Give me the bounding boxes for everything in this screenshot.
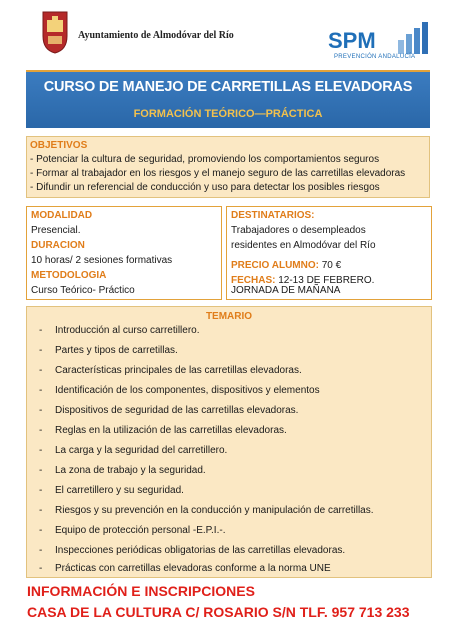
objetivos-box [26,136,430,198]
destinatarios-label: DESTINATARIOS: [231,210,315,221]
objetivo-item: - Potenciar la cultura de seguridad, promoviendo los comportamientos seguros [30,154,380,165]
temario-box [26,306,432,578]
ayuntamiento-name: Ayuntamiento de Almodóvar del Río [78,30,234,41]
spm-logo [328,20,436,64]
destinatarios-value: Trabajadores o desempleados [231,225,366,236]
list-item: - Partes y tipos de carretillas. [39,345,178,356]
metodologia-label: METODOLOGIA [31,270,107,281]
list-item: - Riesgos y su prevención en la conducción y manipulación de carretillas. [39,505,374,516]
precio-value: 70 € [318,260,342,271]
duracion-label: DURACION [31,240,85,251]
header [0,0,452,66]
fechas-label: FECHAS: [231,275,276,286]
list-item: - Identificación de los componentes, dispositivos y elementos [39,385,320,396]
course-title: CURSO DE MANEJO DE CARRETILLAS ELEVADORAS [43,79,413,95]
coat-of-arms-icon [39,10,71,54]
duracion-value: 10 horas/ 2 sesiones formativas [31,255,173,266]
list-item: - Equipo de protección personal -E.P.I.-. [39,525,226,536]
precio-label: PRECIO ALUMNO: [231,260,319,271]
list-item: - Reglas en la utilización de las carretillas elevadoras. [39,425,287,436]
list-item: - Prácticas con carretillas elevadoras conforme a la norma UNE [39,563,331,574]
objetivos-label: OBJETIVOS [30,140,88,151]
list-item: - Características principales de las carretillas elevadoras. [39,365,302,376]
course-subtitle: FORMACIÓN TEÓRICO—PRÁCTICA [133,108,323,120]
list-item: - El carretillero y su seguridad. [39,485,184,496]
temario-label: TEMARIO [205,311,253,322]
contact-address: CASA DE LA CULTURA C/ ROSARIO S/N TLF. 957 713 233 [27,604,410,620]
modalidad-value: Presencial. [31,225,81,236]
list-item: - Introducción al curso carretillero. [39,325,200,336]
modalidad-label: MODALIDAD [31,210,93,221]
objetivo-item: - Difundir un referencial de conducción y uso para detectar los posibles riesgos [30,182,380,193]
destinatarios-box [226,206,432,300]
info-heading: INFORMACIÓN E INSCRIPCIONES [27,583,255,599]
spm-logo-subtext: PREVENCIÓN ANDALUCÍA [334,54,416,60]
list-item: - La carga y la seguridad del carretillero. [39,445,228,456]
modalidad-box [26,206,222,300]
destinatarios-value: residentes en Almodóvar del Río [231,240,376,251]
course-banner [26,70,430,128]
metodologia-value: Curso Teórico- Práctico [31,285,135,296]
fechas-value: 12-13 DE FEBRERO. [275,275,375,286]
list-item: - Inspecciones periódicas obligatorias de las carretillas elevadoras. [39,545,346,556]
objetivo-item: - Formar al trabajador en los riesgos y el manejo seguro de las carretillas elevadoras [30,168,406,179]
jornada-value: JORNADA DE MAÑANA [231,285,341,296]
list-item: - Dispositivos de seguridad de las carretillas elevadoras. [39,405,299,416]
spm-logo-text: SPM [328,28,376,53]
building-bars-icon [396,20,436,54]
list-item: - La zona de trabajo y la seguridad. [39,465,206,476]
